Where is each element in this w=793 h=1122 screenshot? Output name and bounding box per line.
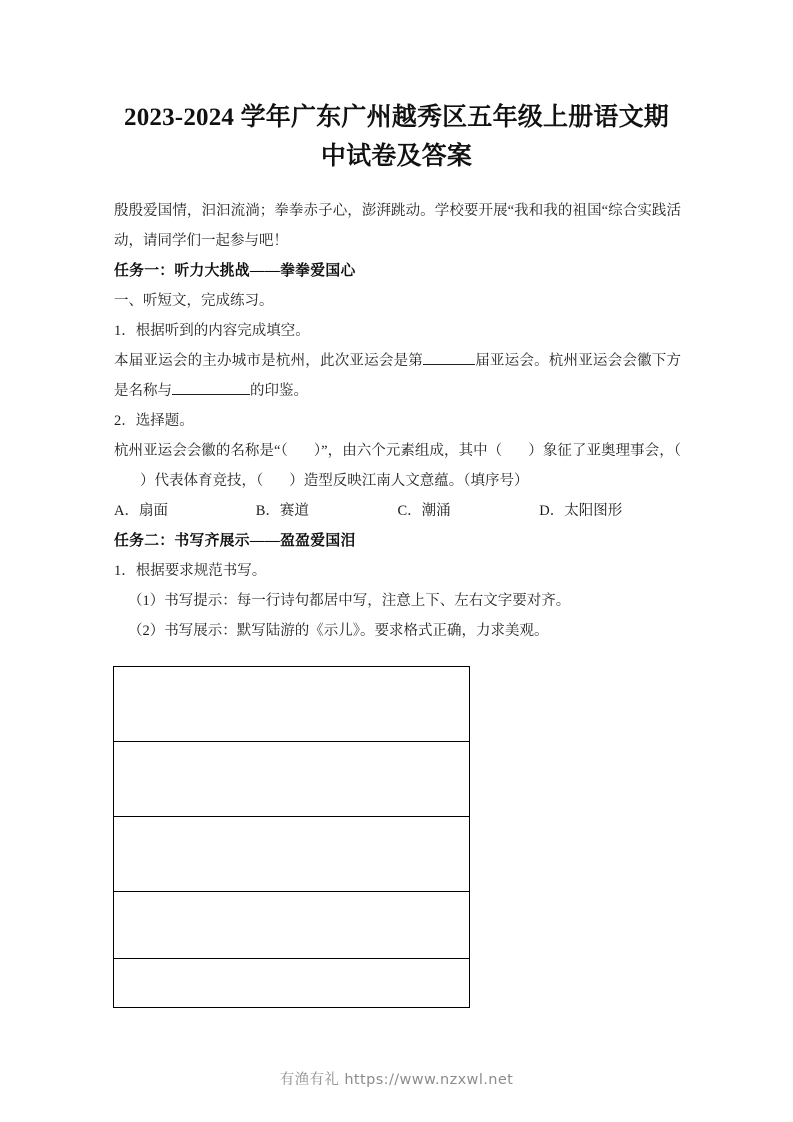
fill-blank-2[interactable]: [172, 394, 250, 395]
task-two-heading: 任务二：书写齐展示——盈盈爱国泪: [114, 533, 356, 549]
task-one-question-1-label: 1．根据听到的内容完成填空。: [114, 323, 310, 339]
task-two-question-1-label: 1．根据要求规范书写。: [114, 563, 267, 579]
fill-blank-1[interactable]: [423, 364, 475, 365]
task-one-question-2-label: 2．选择题。: [114, 413, 194, 429]
writing-grid-row: [114, 817, 470, 892]
writing-grid-row: [114, 959, 470, 1008]
writing-grid: [113, 666, 470, 1008]
option-a[interactable]: A．扇面: [114, 503, 168, 519]
writing-grid-body: [114, 667, 470, 1008]
task-one-options-row: [114, 496, 681, 526]
option-c[interactable]: C．潮涌: [397, 503, 451, 519]
writing-grid-cell[interactable]: [114, 742, 470, 817]
q2-text-c: ）象征了亚奥理事会，（: [528, 443, 681, 459]
q2-text-e: ）造型反映江南人文意蕴。（填序号）: [289, 473, 529, 489]
task-one-section-label: 一、听短文，完成练习。: [114, 293, 274, 309]
q2-text-d: ）代表体育竞技，（: [140, 473, 264, 489]
writing-grid-cell[interactable]: [114, 817, 470, 892]
task-one-question-2-text: [114, 436, 681, 496]
intro-paragraph: 殷殷爱国情，汩汩流淌；拳拳赤子心，澎湃跳动。学校要开展“我和我的祖国“综合实践活动，请同学们一起参与吧！: [114, 203, 681, 249]
writing-grid-cell[interactable]: [114, 892, 470, 959]
writing-grid-cell[interactable]: [114, 959, 470, 1008]
footer-watermark: 有渔有礼 https://www.nzxwl.net: [279, 1072, 514, 1088]
writing-grid-cell[interactable]: [114, 667, 470, 742]
q1-text-c: 的印鉴。: [250, 383, 308, 399]
writing-grid-row: [114, 742, 470, 817]
task-one-question-1-text: [114, 346, 681, 406]
writing-grid-row: [114, 667, 470, 742]
q2-text-a: 杭州亚运会会徽的名称是“（: [114, 443, 288, 459]
option-d[interactable]: D．太阳图形: [539, 503, 623, 519]
task-two-sub-item-1: （1）书写提示：每一行诗句都居中写，注意上下、左右文字要对齐。: [128, 593, 571, 609]
q1-text-b: 届亚运会。杭州亚运会会徽下方是名称与: [114, 353, 681, 399]
page-title: 2023-2024 学年广东广州越秀区五年级上册语文期中试卷及答案: [124, 104, 669, 170]
option-b[interactable]: B．赛道: [255, 503, 309, 519]
writing-grid-row: [114, 892, 470, 959]
task-two-sub-item-2: （2）书写展示：默写陆游的《示儿》。要求格式正确，力求美观。: [128, 623, 549, 639]
q2-text-b: ）”，由六个元素组成，其中（: [313, 443, 503, 459]
task-one-heading: 任务一：听力大挑战——拳拳爱国心: [114, 263, 356, 279]
document-body: [114, 196, 681, 646]
q1-text-a: 本届亚运会的主办城市是杭州，此次亚运会是第: [114, 353, 423, 369]
